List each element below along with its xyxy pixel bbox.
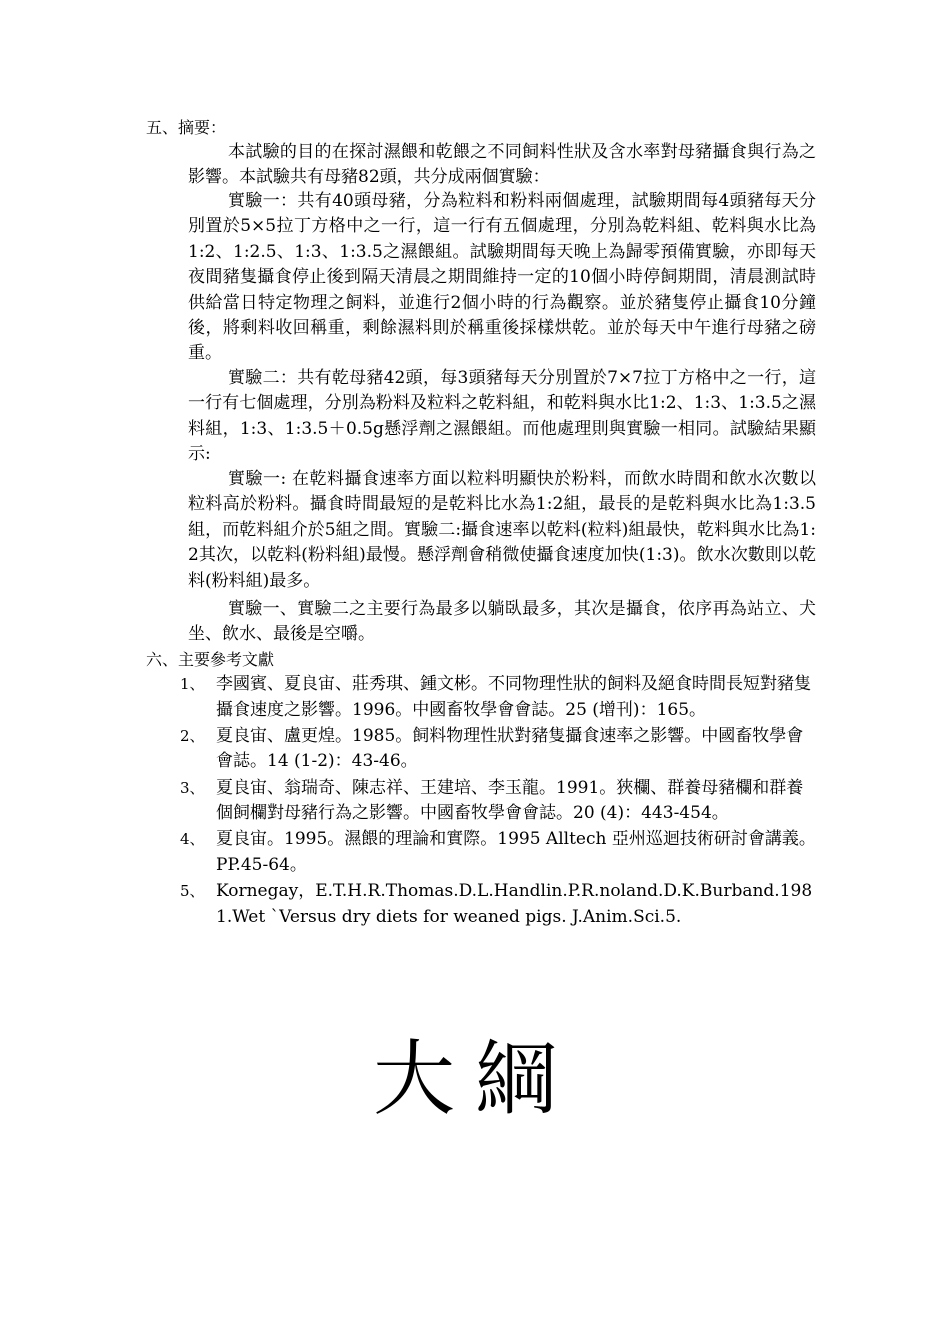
abstract-paragraph-intro: 本試驗的目的在探討濕餵和乾餵之不同飼料性狀及含水率對母豬攝食與行為之影響。本試驗共有母豬82頭，共分成兩個實驗： — [188, 142, 816, 188]
reference-item — [180, 724, 820, 775]
abstract-paragraph-behavior: 實驗一、實驗二之主要行為最多以躺臥最多，其次是攝食，依序再為站立、犬坐、飲水、最後是空嚼。 — [188, 599, 816, 645]
reference-number: 4、 — [180, 830, 205, 849]
reference-list — [180, 672, 820, 931]
reference-text: 李國賓、夏良宙、莊秀琪、鍾文彬。不同物理性狀的飼料及絕食時間長短對豬隻攝食速度之影響。1996。中國畜牧學會會誌。25 (增刊)：165。 — [216, 674, 811, 720]
reference-item — [180, 827, 820, 878]
reference-item — [180, 776, 820, 827]
references-heading: 六、主要參考文獻 — [146, 650, 275, 669]
reference-number: 5、 — [180, 882, 205, 901]
reference-text: 夏良宙、翁瑞奇、陳志祥、王建培、李玉龍。1991。狹欄、群養母豬欄和群養個飼欄對母豬行為之影響。中國畜牧學會會誌。20 (4)：443-454。 — [216, 777, 804, 824]
reference-item — [180, 672, 820, 723]
reference-number: 3、 — [180, 778, 205, 797]
abstract-paragraph-results: 實驗一: 在乾料攝食速率方面以粒料明顯快於粉料，而飲水時間和飲水次數以粒料高於粉料。攝食時間最短的是乾料比水為1:2組，最長的是乾料與水比為1:3.5組，而乾料組介於5組之間。實驗二:攝食速率以乾料(粒料)組最快，乾料與水比為1:2其次，以乾料(粉料組)最慢。懸浮劑會稍微使攝食速度加快(1:3)。飲水次數則以乾料(粉料組)最多。 — [188, 469, 816, 591]
abstract-heading: 五、摘要： — [146, 118, 227, 137]
reference-item — [180, 879, 820, 930]
reference-number: 2、 — [180, 726, 205, 745]
reference-text: Kornegay，E.T.H.R.Thomas.D.L.Handlin.P.R.noland.D.K.Burband.1981.Wet `Versus dry diets for weaned pigs. J.Anim.Sci.5. — [216, 881, 813, 927]
abstract-paragraph-experiment-1: 實驗一：共有40頭母豬，分為粒料和粉料兩個處理，試驗期間每4頭豬每天分別置於5×5拉丁方格中之一行，這一行有五個處理，分別為乾料組、乾料與水比為1:2、1:2.5、1:3、1:3.5之濕餵組。試驗期間每天晚上為歸零預備實驗，亦即每天夜間豬隻攝食停止後到隔天清晨之期間維持一定的10個小時停飼期間，清晨測試時供給當日特定物理之飼料，並進行2個小時的行為觀察。並於豬隻停止攝食10分鐘後，將剩料收回稱重，剩餘濕料則於稱重後採樣烘乾。並於每天中午進行母豬之磅重。 — [188, 191, 816, 364]
outline-title: 大綱 — [372, 1032, 577, 1127]
reference-text: 夏良宙。1995。濕餵的理論和實際。1995 Alltech 亞州巡迴技術研討會講義。PP.45-64。 — [216, 829, 816, 875]
abstract-paragraph-experiment-2: 實驗二：共有乾母豬42頭，每3頭豬每天分別置於7×7拉丁方格中之一行，這一行有七個處理，分別為粉料及粒料之乾料組，和乾料與水比1:2、1:3、1:3.5之濕料組，1:3、1:3.5＋0.5g懸浮劑之濕餵組。而他處理則與實驗一相同。試驗結果顯示: — [188, 368, 816, 465]
reference-number: 1、 — [180, 675, 205, 693]
reference-text: 夏良宙、盧更煌。1985。飼料物理性狀對豬隻攝食速率之影響。中國畜牧學會會誌。14 (1-2)：43-46。 — [216, 725, 804, 772]
